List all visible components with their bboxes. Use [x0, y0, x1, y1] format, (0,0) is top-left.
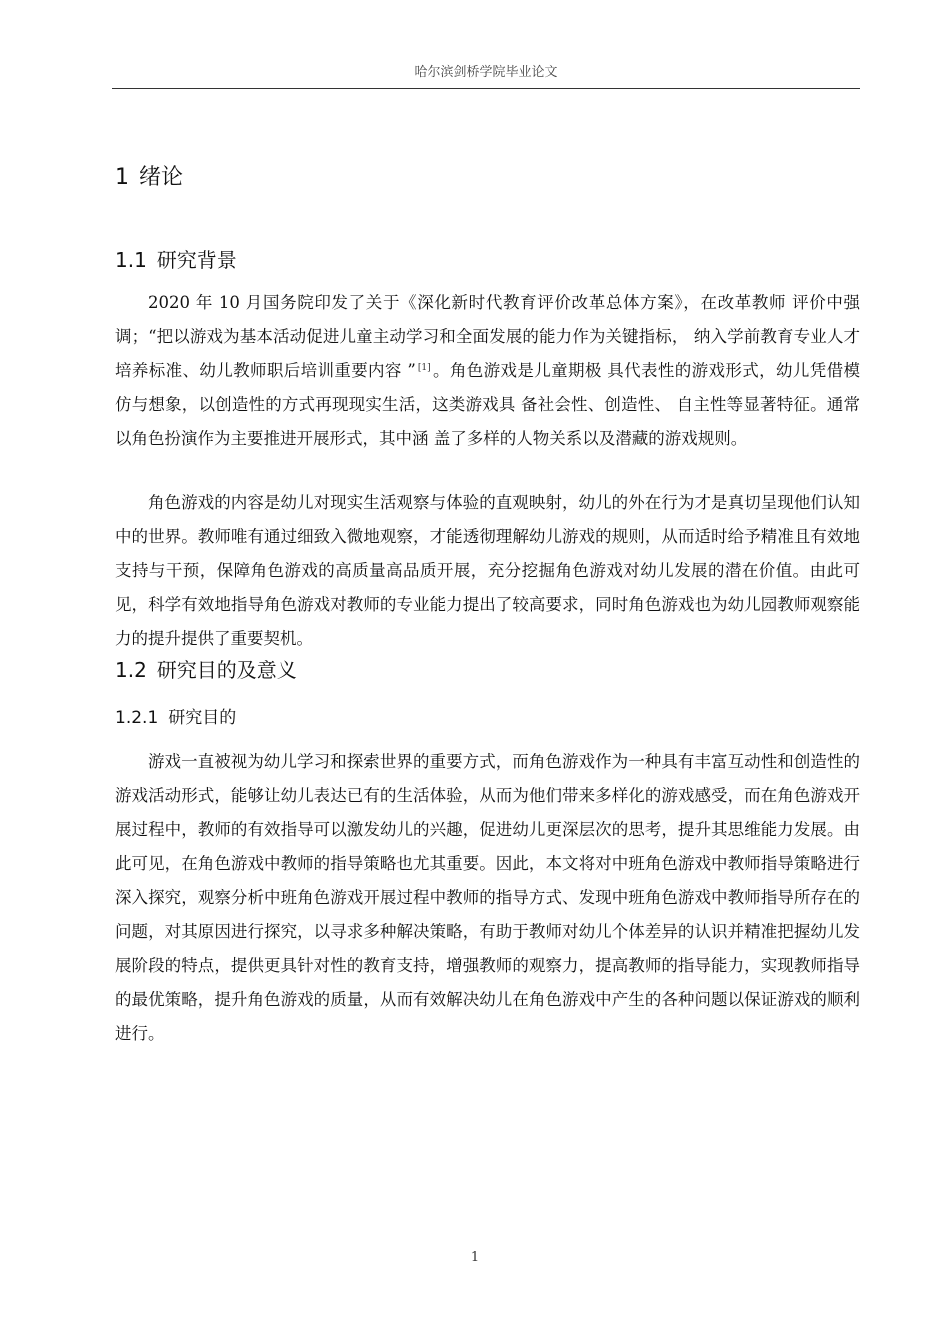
background-paragraph-1-text: 2020 年 10 月国务院印发了关于《深化新时代教育评价改革总体方案》，在改革教师 评价中强调；“把以游戏为基本活动促进儿童主动学习和全面发展的能力作为关键指标， 纳入学前教育专业人才培养标准、幼儿教师职后培训重要内容 ”: [115, 293, 860, 380]
background-paragraph-1: [115, 286, 860, 456]
chapter-heading: [115, 162, 183, 194]
citation-marker: [1]: [417, 362, 431, 373]
running-header-title: 哈尔滨剑桥学院毕业论文: [414, 65, 558, 80]
running-header: [112, 58, 860, 89]
subsection-1-2-1-title: 研究目的: [168, 708, 237, 728]
chapter-number: 1: [115, 165, 129, 190]
section-1-2-number: 1.2: [115, 658, 147, 682]
page-number: 1: [470, 1250, 480, 1265]
section-1-1-number: 1.1: [115, 248, 147, 272]
background-paragraph-2: 角色游戏的内容是幼儿对现实生活观察与体验的直观映射，幼儿的外在行为才是真切呈现他们认知中的世界。教师唯有通过细致入微地观察，才能透彻理解幼儿游戏的规则，从而适时给予精准且有效地支持与干预，保障角色游戏的高质量高品质开展，充分挖掘角色游戏对幼儿发展的潜在价值。由此可见，科学有效地指导角色游戏对教师的专业能力提出了较高要求，同时角色游戏也为幼儿园教师观察能力的提升提供了重要契机。: [115, 493, 860, 648]
background-paragraph-1-text-cont: 。角色游戏是儿童期极 具代表性的游戏形式，幼儿凭借模仿与想象，以创造性的方式再现现实生活，这类游戏具 备社会性、创造性、 自主性等显著特征。通常以角色扮演作为主要推进开展形式，其中涵 盖了多样的人物关系以及潜藏的游戏规则。: [115, 361, 860, 448]
purpose-paragraph: 游戏一直被视为幼儿学习和探索世界的重要方式，而角色游戏作为一种具有丰富互动性和创造性的游戏活动形式，能够让幼儿表达已有的生活体验，从而为他们带来多样化的游戏感受，而在角色游戏开展过程中，教师的有效指导可以激发幼儿的兴趣，促进幼儿更深层次的思考，提升其思维能力发展。由此可见，在角色游戏中教师的指导策略也尤其重要。因此，本文将对中班角色游戏中教师指导策略进行深入探究，观察分析中班角色游戏开展过程中教师的指导方式、发现中班角色游戏中教师指导所存在的问题，对其原因进行探究，以寻求多种解决策略，有助于教师对幼儿个体差异的认识并精准把握幼儿发展阶段的特点，提供更具针对性的教育支持，增强教师的观察力，提高教师的指导能力，实现教师指导的最优策略，提升角色游戏的质量，从而有效解决幼儿在角色游戏中产生的各种问题以保证游戏的顺利进行。: [115, 752, 860, 1043]
subsection-1-2-1-number: 1.2.1: [115, 708, 159, 728]
section-heading-1-2: [115, 655, 297, 685]
section-heading-1-1: [115, 245, 237, 275]
section-1-2-title: 研究目的及意义: [156, 658, 297, 682]
chapter-title: 绪论: [139, 165, 184, 190]
section-1-1-title: 研究背景: [156, 248, 237, 272]
subsection-heading-1-2-1: [115, 704, 236, 732]
